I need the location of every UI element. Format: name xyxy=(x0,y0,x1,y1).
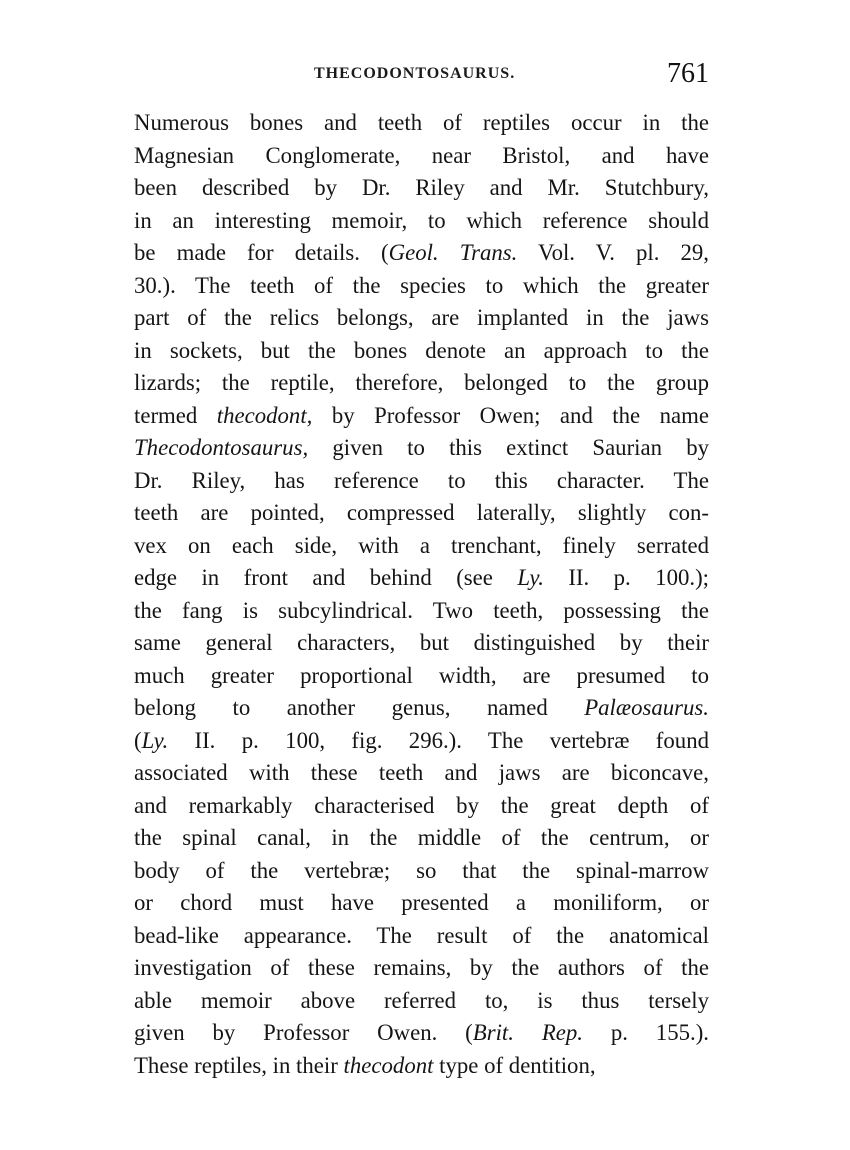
text-line: bead-like appearance. The result of the anatomical xyxy=(134,922,709,948)
text-line: able memoir above referred to, is thus tersely xyxy=(134,987,709,1013)
text-line: termed thecodont, by Professor Owen; and the name xyxy=(134,402,709,428)
text-line: (Ly. II. p. 100, fig. 296.). The vertebræ found xyxy=(134,727,709,753)
text-line: and remarkably characterised by the great depth of xyxy=(134,792,709,818)
text-line: vex on each side, with a trenchant, finely serrated xyxy=(134,532,709,558)
text-line: same general characters, but distinguished by their xyxy=(134,630,709,655)
text-line: the spinal canal, in the middle of the centrum, or xyxy=(134,825,709,850)
italic-text: Thecodontosaurus, xyxy=(134,435,309,460)
text-line: be made for details. (Geol. Trans. Vol. V. pl. 29, xyxy=(134,240,709,265)
text-line: associated with these teeth and jaws are biconcave, xyxy=(134,760,709,785)
text-line: Thecodontosaurus, given to this extinct Saurian by xyxy=(134,435,709,460)
body-text xyxy=(134,107,709,1082)
text-line: the fang is subcylindrical. Two teeth, possessing the xyxy=(134,597,709,623)
italic-text: Ly. xyxy=(141,727,169,753)
text-line: much greater proportional width, are presumed to xyxy=(134,662,709,688)
italic-text: Geol. Trans. xyxy=(388,240,518,265)
text-line: body of the vertebræ; so that the spinal-marrow xyxy=(134,857,709,883)
italic-text: thecodont, xyxy=(216,402,313,428)
italic-text: Ly. xyxy=(517,565,544,590)
text-line: Dr. Riley, has reference to this character. The xyxy=(134,467,709,493)
running-title: THECODONTOSAURUS. xyxy=(314,65,516,82)
italic-text: thecodont xyxy=(343,1052,434,1078)
text-line: These reptiles, in their thecodont type of dentition, xyxy=(134,1052,596,1078)
text-line: in sockets, but the bones denote an approach to the xyxy=(134,337,709,363)
text-line: or chord must have presented a moniliform, or xyxy=(134,890,709,915)
text-line: lizards; the reptile, therefore, belonged to the group xyxy=(134,370,709,395)
text-line: investigation of these remains, by the authors of the xyxy=(134,955,709,980)
text-line: part of the relics belongs, are implanted in the jaws xyxy=(134,305,709,330)
text-line: Magnesian Conglomerate, near Bristol, and have xyxy=(134,142,709,168)
text-line: Numerous bones and teeth of reptiles occur in the xyxy=(134,110,709,135)
text-line: in an interesting memoir, to which reference should xyxy=(134,207,709,233)
running-head xyxy=(134,58,709,92)
italic-text: Palæosaurus. xyxy=(584,695,709,720)
italic-text: Brit. Rep. xyxy=(472,1020,583,1045)
text-line: given by Professor Owen. (Brit. Rep. p. 155.). xyxy=(134,1020,709,1045)
page-number: 761 xyxy=(667,58,709,89)
text-line: been described by Dr. Riley and Mr. Stutchbury, xyxy=(134,175,709,200)
text-line: edge in front and behind (see Ly. II. p. 100.); xyxy=(134,565,710,590)
text-line: teeth are pointed, compressed laterally, slightly con- xyxy=(134,500,709,525)
text-line: 30.). The teeth of the species to which the greater xyxy=(134,272,709,298)
text-line: belong to another genus, named Palæosaurus. xyxy=(134,695,709,720)
